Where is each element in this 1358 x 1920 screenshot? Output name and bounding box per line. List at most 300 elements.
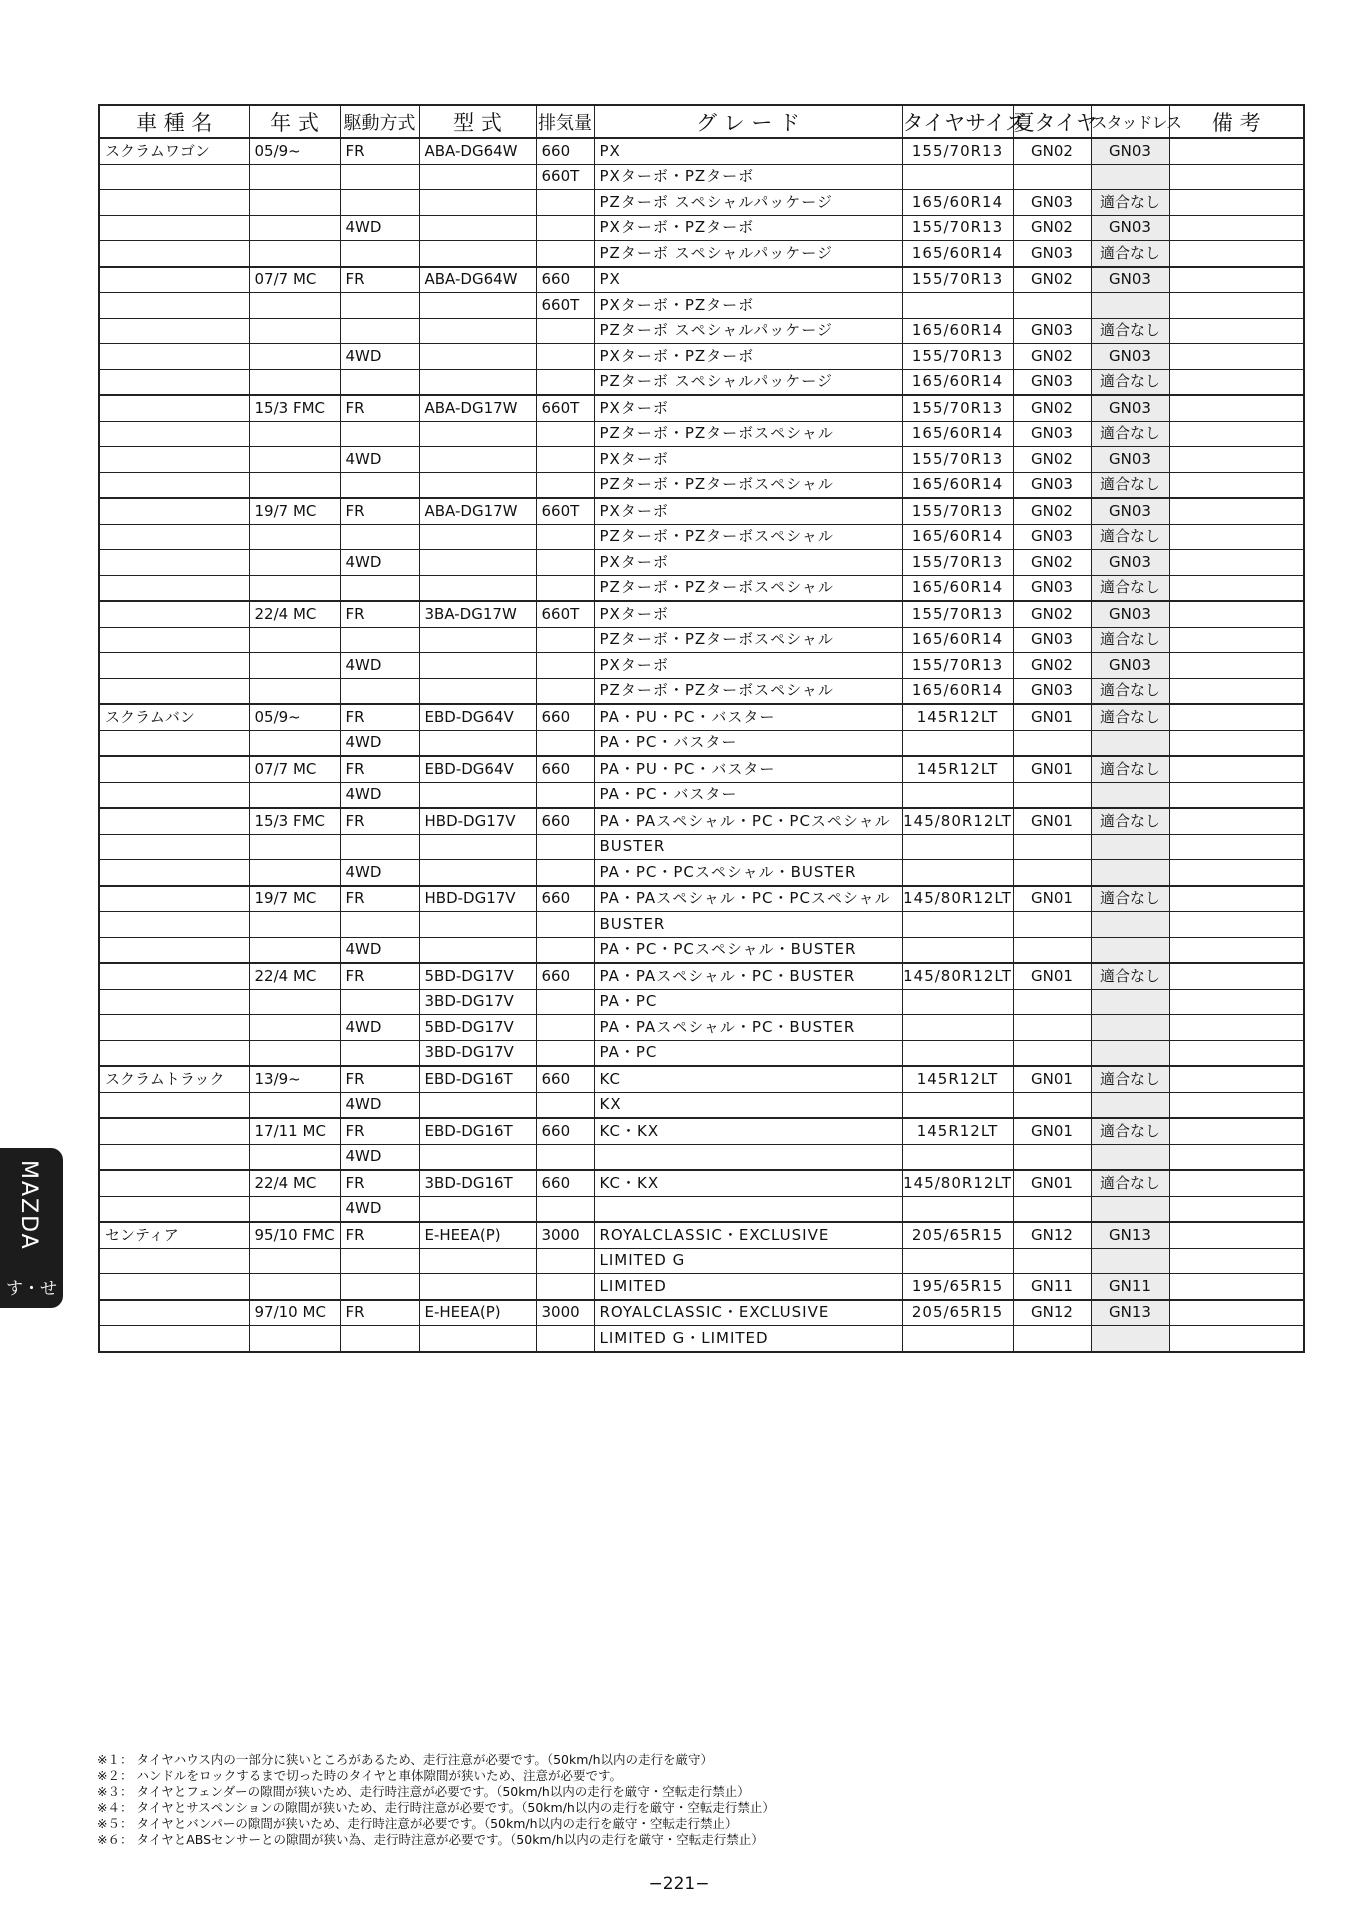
- summer-tire-cell: [1013, 860, 1091, 886]
- drive-cell: 4WD: [340, 1092, 419, 1118]
- type-cell: [419, 575, 536, 601]
- drive-cell: FR: [340, 1222, 419, 1248]
- model-cell: スクラムバン: [99, 704, 249, 730]
- model-cell: スクラムワゴン: [99, 138, 249, 164]
- summer-tire-cell: GN02: [1013, 498, 1091, 524]
- type-cell: E-HEEA(P): [419, 1300, 536, 1326]
- type-cell: [419, 293, 536, 319]
- studless-cell: 適合なし: [1091, 524, 1169, 550]
- tire-size-cell: [902, 164, 1013, 190]
- model-cell: [99, 293, 249, 319]
- grade-cell: PZターボ・PZターボスペシャル: [594, 575, 902, 601]
- remarks-cell: [1169, 1196, 1304, 1222]
- tire-fitment-table: [98, 104, 1305, 1353]
- type-cell: 3BD-DG16T: [419, 1170, 536, 1196]
- tire-size-cell: [902, 860, 1013, 886]
- table-row: [99, 318, 1304, 344]
- tire-size-cell: 165/60R14: [902, 678, 1013, 704]
- summer-tire-cell: GN11: [1013, 1274, 1091, 1300]
- tire-size-cell: 165/60R14: [902, 472, 1013, 498]
- year-cell: [249, 164, 340, 190]
- remarks-cell: [1169, 1326, 1304, 1352]
- displacement-cell: [536, 318, 594, 344]
- type-cell: [419, 678, 536, 704]
- remarks-cell: [1169, 1144, 1304, 1170]
- model-cell: [99, 756, 249, 782]
- header-drive: 駆動方式: [340, 105, 419, 138]
- displacement-cell: [536, 1326, 594, 1352]
- studless-cell: GN03: [1091, 395, 1169, 421]
- grade-cell: PZターボ スペシャルパッケージ: [594, 190, 902, 216]
- table-row: [99, 1015, 1304, 1041]
- drive-cell: FR: [340, 1170, 419, 1196]
- year-cell: 05/9~: [249, 138, 340, 164]
- displacement-cell: [536, 550, 594, 576]
- grade-cell: PXターボ・PZターボ: [594, 215, 902, 241]
- drive-cell: [340, 575, 419, 601]
- year-cell: 22/4 MC: [249, 601, 340, 627]
- tire-size-cell: 165/60R14: [902, 369, 1013, 395]
- year-cell: 15/3 FMC: [249, 395, 340, 421]
- studless-cell: 適合なし: [1091, 1066, 1169, 1092]
- tire-size-cell: [902, 293, 1013, 319]
- type-cell: HBD-DG17V: [419, 886, 536, 912]
- displacement-cell: 3000: [536, 1300, 594, 1326]
- year-cell: [249, 1144, 340, 1170]
- displacement-cell: [536, 472, 594, 498]
- grade-cell: PA・PU・PC・バスター: [594, 704, 902, 730]
- studless-cell: 適合なし: [1091, 886, 1169, 912]
- studless-cell: [1091, 1015, 1169, 1041]
- studless-cell: [1091, 1040, 1169, 1066]
- summer-tire-cell: GN01: [1013, 1170, 1091, 1196]
- studless-cell: [1091, 912, 1169, 938]
- displacement-cell: [536, 1248, 594, 1274]
- footnote: ※１： タイヤハウス内の一部分に狭いところがあるため、走行注意が必要です。（50km/h以内の走行を厳守）: [97, 1752, 714, 1767]
- tire-size-cell: 155/70R13: [902, 138, 1013, 164]
- table-row: [99, 937, 1304, 963]
- tire-size-cell: [902, 989, 1013, 1015]
- remarks-cell: [1169, 912, 1304, 938]
- studless-cell: [1091, 937, 1169, 963]
- model-cell: [99, 808, 249, 834]
- grade-cell: PX: [594, 138, 902, 164]
- type-cell: EBD-DG64V: [419, 756, 536, 782]
- year-cell: [249, 472, 340, 498]
- displacement-cell: [536, 369, 594, 395]
- model-cell: [99, 1170, 249, 1196]
- studless-cell: [1091, 1196, 1169, 1222]
- type-cell: ABA-DG17W: [419, 395, 536, 421]
- drive-cell: [340, 989, 419, 1015]
- type-cell: [419, 937, 536, 963]
- studless-cell: GN13: [1091, 1222, 1169, 1248]
- studless-cell: GN03: [1091, 267, 1169, 293]
- model-cell: [99, 1274, 249, 1300]
- studless-cell: 適合なし: [1091, 421, 1169, 447]
- tire-size-cell: [902, 1092, 1013, 1118]
- studless-cell: [1091, 730, 1169, 756]
- type-cell: [419, 912, 536, 938]
- model-cell: [99, 267, 249, 293]
- remarks-cell: [1169, 472, 1304, 498]
- table-row: [99, 164, 1304, 190]
- summer-tire-cell: GN12: [1013, 1300, 1091, 1326]
- remarks-cell: [1169, 498, 1304, 524]
- drive-cell: 4WD: [340, 653, 419, 679]
- model-cell: [99, 886, 249, 912]
- year-cell: [249, 730, 340, 756]
- table-row: [99, 1274, 1304, 1300]
- studless-cell: [1091, 834, 1169, 860]
- tire-size-cell: 155/70R13: [902, 344, 1013, 370]
- summer-tire-cell: [1013, 164, 1091, 190]
- remarks-cell: [1169, 808, 1304, 834]
- displacement-cell: 660: [536, 138, 594, 164]
- tire-size-cell: 165/60R14: [902, 524, 1013, 550]
- displacement-cell: [536, 1040, 594, 1066]
- drive-cell: [340, 293, 419, 319]
- grade-cell: PXターボ: [594, 498, 902, 524]
- table-row: [99, 601, 1304, 627]
- grade-cell: PX: [594, 267, 902, 293]
- studless-cell: 適合なし: [1091, 241, 1169, 267]
- drive-cell: [340, 164, 419, 190]
- remarks-cell: [1169, 1300, 1304, 1326]
- table-row: [99, 190, 1304, 216]
- grade-cell: PA・PAスペシャル・PC・BUSTER: [594, 1015, 902, 1041]
- model-cell: [99, 912, 249, 938]
- year-cell: [249, 447, 340, 473]
- tire-size-cell: 155/70R13: [902, 395, 1013, 421]
- studless-cell: GN03: [1091, 653, 1169, 679]
- tire-size-cell: 165/60R14: [902, 190, 1013, 216]
- grade-cell: PA・PC・PCスペシャル・BUSTER: [594, 860, 902, 886]
- model-cell: [99, 524, 249, 550]
- year-cell: [249, 550, 340, 576]
- studless-cell: 適合なし: [1091, 678, 1169, 704]
- table-row: [99, 704, 1304, 730]
- type-cell: [419, 1196, 536, 1222]
- type-cell: [419, 190, 536, 216]
- tire-size-cell: [902, 1196, 1013, 1222]
- footnote: ※２： ハンドルをロックするまで切った時のタイヤと車体隙間が狭いため、注意が必要です。: [97, 1768, 622, 1783]
- type-cell: [419, 215, 536, 241]
- displacement-cell: 660: [536, 1170, 594, 1196]
- displacement-cell: [536, 730, 594, 756]
- grade-cell: BUSTER: [594, 912, 902, 938]
- studless-cell: GN03: [1091, 498, 1169, 524]
- tire-size-cell: 195/65R15: [902, 1274, 1013, 1300]
- drive-cell: FR: [340, 395, 419, 421]
- studless-cell: GN03: [1091, 344, 1169, 370]
- tab-brand-label: MAZDA: [16, 1160, 41, 1251]
- table-row: [99, 1300, 1304, 1326]
- type-cell: HBD-DG17V: [419, 808, 536, 834]
- year-cell: 19/7 MC: [249, 498, 340, 524]
- table-row: [99, 241, 1304, 267]
- summer-tire-cell: GN02: [1013, 395, 1091, 421]
- summer-tire-cell: GN02: [1013, 653, 1091, 679]
- remarks-cell: [1169, 653, 1304, 679]
- model-cell: [99, 1092, 249, 1118]
- header-model: 車 種 名: [99, 105, 249, 138]
- summer-tire-cell: [1013, 989, 1091, 1015]
- displacement-cell: [536, 1015, 594, 1041]
- studless-cell: 適合なし: [1091, 808, 1169, 834]
- drive-cell: FR: [340, 886, 419, 912]
- tire-size-cell: 155/70R13: [902, 267, 1013, 293]
- studless-cell: GN03: [1091, 601, 1169, 627]
- grade-cell: PA・PC・バスター: [594, 782, 902, 808]
- table-row: [99, 627, 1304, 653]
- model-cell: [99, 678, 249, 704]
- year-cell: [249, 318, 340, 344]
- remarks-cell: [1169, 575, 1304, 601]
- displacement-cell: 660: [536, 886, 594, 912]
- remarks-cell: [1169, 756, 1304, 782]
- header-tire-size: タイヤサイズ: [902, 105, 1013, 138]
- remarks-cell: [1169, 318, 1304, 344]
- header-row: [99, 105, 1304, 138]
- year-cell: [249, 1274, 340, 1300]
- header-year: 年 式: [249, 105, 340, 138]
- remarks-cell: [1169, 550, 1304, 576]
- table-row: [99, 912, 1304, 938]
- summer-tire-cell: GN02: [1013, 267, 1091, 293]
- displacement-cell: 660: [536, 267, 594, 293]
- displacement-cell: [536, 627, 594, 653]
- grade-cell: PZターボ スペシャルパッケージ: [594, 241, 902, 267]
- table-row: [99, 369, 1304, 395]
- table-row: [99, 1144, 1304, 1170]
- header-displacement: 排気量: [536, 105, 594, 138]
- grade-cell: PZターボ スペシャルパッケージ: [594, 369, 902, 395]
- tire-size-cell: [902, 730, 1013, 756]
- studless-cell: [1091, 1092, 1169, 1118]
- displacement-cell: [536, 834, 594, 860]
- model-cell: [99, 344, 249, 370]
- grade-cell: PZターボ スペシャルパッケージ: [594, 318, 902, 344]
- remarks-cell: [1169, 215, 1304, 241]
- grade-cell: KC・KX: [594, 1170, 902, 1196]
- studless-cell: GN03: [1091, 550, 1169, 576]
- tire-size-cell: [902, 912, 1013, 938]
- type-cell: [419, 164, 536, 190]
- year-cell: [249, 215, 340, 241]
- table-row: [99, 138, 1304, 164]
- model-cell: [99, 447, 249, 473]
- model-cell: [99, 318, 249, 344]
- summer-tire-cell: GN01: [1013, 1118, 1091, 1144]
- type-cell: EBD-DG16T: [419, 1066, 536, 1092]
- summer-tire-cell: [1013, 1092, 1091, 1118]
- year-cell: [249, 1248, 340, 1274]
- tire-size-cell: [902, 1040, 1013, 1066]
- table-row: [99, 1066, 1304, 1092]
- model-cell: [99, 860, 249, 886]
- type-cell: [419, 860, 536, 886]
- type-cell: [419, 318, 536, 344]
- studless-cell: GN13: [1091, 1300, 1169, 1326]
- displacement-cell: [536, 524, 594, 550]
- studless-cell: [1091, 989, 1169, 1015]
- tire-size-cell: 145R12LT: [902, 704, 1013, 730]
- displacement-cell: [536, 653, 594, 679]
- tire-size-cell: 145/80R12LT: [902, 808, 1013, 834]
- type-cell: [419, 1326, 536, 1352]
- model-cell: センティア: [99, 1222, 249, 1248]
- type-cell: [419, 344, 536, 370]
- remarks-cell: [1169, 241, 1304, 267]
- year-cell: 07/7 MC: [249, 267, 340, 293]
- type-cell: [419, 369, 536, 395]
- type-cell: EBD-DG16T: [419, 1118, 536, 1144]
- drive-cell: 4WD: [340, 1144, 419, 1170]
- footnotes: [97, 1752, 775, 1848]
- studless-cell: 適合なし: [1091, 1118, 1169, 1144]
- year-cell: [249, 860, 340, 886]
- header-grade: グ レ ー ド: [594, 105, 902, 138]
- grade-cell: PXターボ: [594, 653, 902, 679]
- year-cell: 95/10 FMC: [249, 1222, 340, 1248]
- type-cell: [419, 524, 536, 550]
- displacement-cell: [536, 912, 594, 938]
- summer-tire-cell: [1013, 1326, 1091, 1352]
- remarks-cell: [1169, 524, 1304, 550]
- tire-size-cell: 165/60R14: [902, 241, 1013, 267]
- footnote: ※６： タイヤとABSセンサーとの隙間が狭い為、走行時注意が必要です。（50km/h以内の走行を厳守・空転走行禁止）: [97, 1832, 764, 1847]
- table-row: [99, 963, 1304, 989]
- model-cell: [99, 627, 249, 653]
- year-cell: [249, 344, 340, 370]
- table-row: [99, 344, 1304, 370]
- displacement-cell: [536, 344, 594, 370]
- year-cell: [249, 241, 340, 267]
- studless-cell: GN11: [1091, 1274, 1169, 1300]
- tire-size-cell: [902, 782, 1013, 808]
- remarks-cell: [1169, 369, 1304, 395]
- remarks-cell: [1169, 860, 1304, 886]
- displacement-cell: 660: [536, 704, 594, 730]
- studless-cell: 適合なし: [1091, 190, 1169, 216]
- page-number: −221−: [648, 1874, 710, 1894]
- year-cell: [249, 782, 340, 808]
- grade-cell: LIMITED: [594, 1274, 902, 1300]
- table-row: [99, 1196, 1304, 1222]
- summer-tire-cell: [1013, 782, 1091, 808]
- table-row: [99, 886, 1304, 912]
- model-cell: スクラムトラック: [99, 1066, 249, 1092]
- drive-cell: FR: [340, 704, 419, 730]
- year-cell: [249, 190, 340, 216]
- type-cell: EBD-DG64V: [419, 704, 536, 730]
- studless-cell: GN03: [1091, 138, 1169, 164]
- year-cell: [249, 989, 340, 1015]
- summer-tire-cell: GN03: [1013, 627, 1091, 653]
- displacement-cell: [536, 1274, 594, 1300]
- type-cell: [419, 782, 536, 808]
- grade-cell: BUSTER: [594, 834, 902, 860]
- drive-cell: [340, 472, 419, 498]
- summer-tire-cell: [1013, 1248, 1091, 1274]
- type-cell: [419, 472, 536, 498]
- displacement-cell: 660: [536, 808, 594, 834]
- displacement-cell: [536, 782, 594, 808]
- summer-tire-cell: GN01: [1013, 963, 1091, 989]
- remarks-cell: [1169, 190, 1304, 216]
- model-cell: [99, 164, 249, 190]
- displacement-cell: 660T: [536, 601, 594, 627]
- tire-size-cell: [902, 1015, 1013, 1041]
- remarks-cell: [1169, 267, 1304, 293]
- summer-tire-cell: [1013, 834, 1091, 860]
- displacement-cell: [536, 937, 594, 963]
- displacement-cell: 660T: [536, 395, 594, 421]
- header-studless: スタッドレス: [1091, 105, 1169, 138]
- displacement-cell: [536, 215, 594, 241]
- tire-size-cell: 165/60R14: [902, 575, 1013, 601]
- model-cell: [99, 653, 249, 679]
- type-cell: ABA-DG17W: [419, 498, 536, 524]
- table-row: [99, 808, 1304, 834]
- year-cell: [249, 678, 340, 704]
- model-cell: [99, 498, 249, 524]
- summer-tire-cell: GN03: [1013, 241, 1091, 267]
- remarks-cell: [1169, 1248, 1304, 1274]
- summer-tire-cell: GN03: [1013, 369, 1091, 395]
- displacement-cell: [536, 241, 594, 267]
- drive-cell: 4WD: [340, 782, 419, 808]
- tire-size-cell: 155/70R13: [902, 601, 1013, 627]
- model-cell: [99, 1144, 249, 1170]
- summer-tire-cell: GN01: [1013, 808, 1091, 834]
- summer-tire-cell: GN03: [1013, 318, 1091, 344]
- tire-size-cell: 205/65R15: [902, 1222, 1013, 1248]
- model-cell: [99, 395, 249, 421]
- table-row: [99, 653, 1304, 679]
- model-cell: [99, 1326, 249, 1352]
- drive-cell: [340, 1274, 419, 1300]
- remarks-cell: [1169, 678, 1304, 704]
- type-cell: 3BD-DG17V: [419, 989, 536, 1015]
- drive-cell: 4WD: [340, 215, 419, 241]
- grade-cell: KC・KX: [594, 1118, 902, 1144]
- drive-cell: [340, 190, 419, 216]
- summer-tire-cell: GN03: [1013, 190, 1091, 216]
- model-cell: [99, 834, 249, 860]
- table-row: [99, 782, 1304, 808]
- studless-cell: 適合なし: [1091, 704, 1169, 730]
- studless-cell: 適合なし: [1091, 1170, 1169, 1196]
- summer-tire-cell: [1013, 730, 1091, 756]
- model-cell: [99, 601, 249, 627]
- table-row: [99, 1092, 1304, 1118]
- displacement-cell: 660: [536, 756, 594, 782]
- model-cell: [99, 989, 249, 1015]
- type-cell: 3BA-DG17W: [419, 601, 536, 627]
- grade-cell: ROYALCLASSIC・EXCLUSIVE: [594, 1300, 902, 1326]
- model-cell: [99, 963, 249, 989]
- year-cell: [249, 524, 340, 550]
- studless-cell: 適合なし: [1091, 369, 1169, 395]
- type-cell: 5BD-DG17V: [419, 963, 536, 989]
- studless-cell: 適合なし: [1091, 756, 1169, 782]
- drive-cell: 4WD: [340, 344, 419, 370]
- displacement-cell: [536, 860, 594, 886]
- drive-cell: 4WD: [340, 860, 419, 886]
- model-cell: [99, 1015, 249, 1041]
